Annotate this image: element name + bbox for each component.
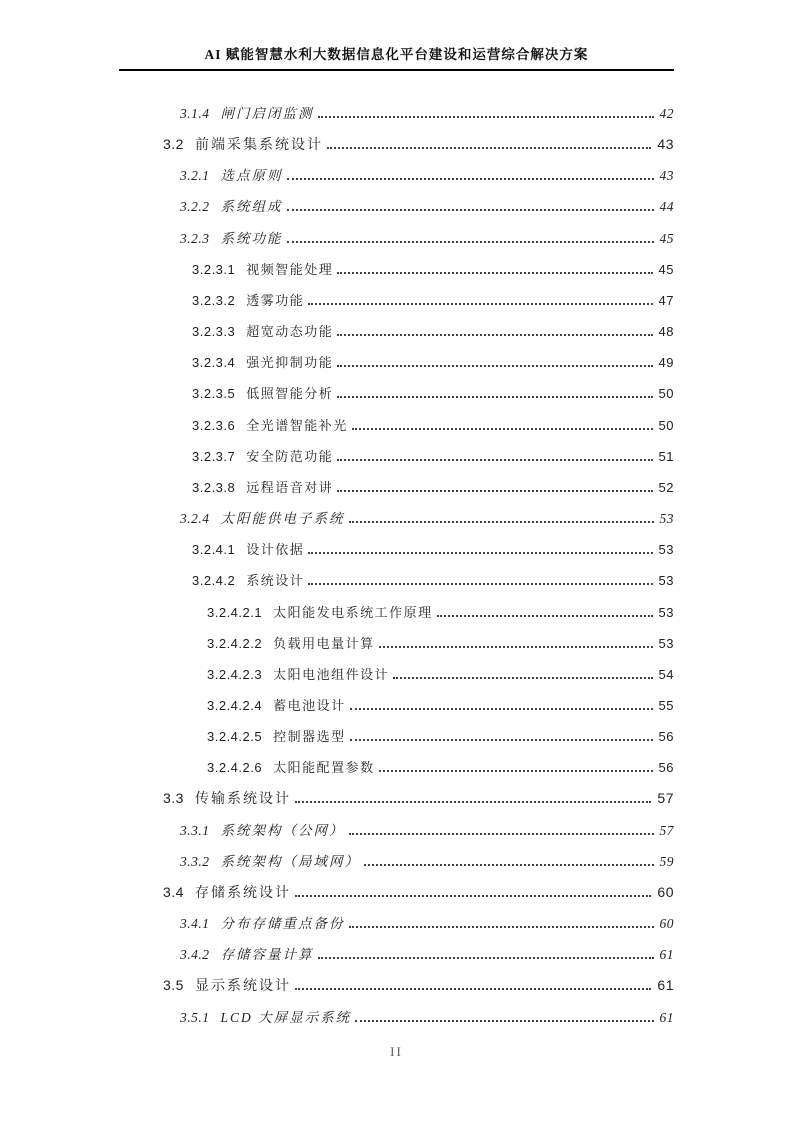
toc-entry-number: 3.2.4.2 (192, 573, 236, 589)
toc-leader-dots (295, 985, 651, 990)
toc-leader-dots (287, 206, 654, 211)
toc-leader-dots (437, 612, 653, 617)
toc-entry-page: 53 (658, 604, 674, 620)
toc-leader-dots (349, 923, 654, 928)
toc-entry[interactable] (119, 98, 674, 129)
toc-entry-number: 3.4.1 (180, 916, 210, 932)
toc-entry-title: 设计依据 (246, 542, 305, 558)
page-header (119, 46, 674, 71)
page-footer (119, 1042, 674, 1062)
toc-entry-title: 强光抑制功能 (246, 355, 334, 371)
toc-entry-number: 3.2.4.2.5 (207, 729, 263, 745)
toc-entry-number: 3.2.4.2.1 (207, 604, 263, 620)
toc-entry[interactable] (119, 254, 674, 285)
toc-entry-page: 53 (658, 573, 674, 589)
toc-leader-dots (352, 425, 653, 430)
toc-entry-title: 蓄电池设计 (273, 697, 346, 713)
toc-leader-dots (393, 674, 652, 679)
toc-leader-dots (379, 643, 653, 648)
toc-entry-page: 60 (659, 916, 674, 932)
toc-entry-page: 42 (659, 106, 674, 121)
table-of-contents (119, 98, 674, 1033)
toc-entry-number: 3.5.1 (180, 1009, 210, 1025)
toc-entry-number: 3.4 (163, 883, 184, 900)
toc-entry-title: 系统架构（公网） (220, 822, 345, 838)
toc-entry[interactable] (119, 285, 674, 316)
toc-leader-dots (364, 861, 654, 866)
toc-entry-title: 负载用电量计算 (273, 635, 375, 651)
toc-leader-dots (318, 113, 654, 118)
toc-leader-dots (350, 705, 653, 710)
toc-entry-page: 56 (658, 760, 674, 776)
toc-entry[interactable] (119, 378, 674, 409)
toc-entry-page: 59 (659, 853, 674, 869)
toc-leader-dots (337, 269, 652, 274)
toc-entry-title: 闸门启闭监测 (220, 106, 314, 121)
toc-entry-number: 3.2.2 (180, 199, 210, 215)
toc-entry-title: 存储容量计算 (220, 947, 314, 963)
toc-entry-title: 前端采集系统设计 (194, 138, 323, 154)
toc-entry-number: 3.2.4.2.6 (207, 760, 263, 776)
toc-entry-number: 3.2.4.2.3 (207, 666, 263, 682)
toc-entry-number: 3.2.3.8 (192, 479, 236, 495)
toc-leader-dots (327, 144, 651, 149)
toc-entry-title: 系统组成 (220, 199, 283, 215)
toc-entry[interactable] (119, 472, 674, 503)
toc-entry-title: 传输系统设计 (194, 792, 291, 808)
toc-entry-number: 3.2.4.2.4 (207, 697, 263, 713)
toc-entry-number: 3.2.3.6 (192, 417, 236, 433)
toc-entry-page: 44 (659, 199, 674, 215)
toc-entry-number: 3.2.3.7 (192, 448, 236, 464)
toc-entry-title: 透雾功能 (246, 292, 305, 308)
toc-entry-page: 56 (658, 729, 674, 745)
toc-entry[interactable] (119, 815, 674, 846)
toc-leader-dots (379, 767, 653, 772)
toc-leader-dots (355, 1017, 653, 1022)
toc-entry-page: 43 (657, 136, 674, 153)
toc-entry-number: 3.2.4.2.2 (207, 635, 263, 651)
toc-entry-title: LCD 大屏显示系统 (220, 1009, 352, 1025)
toc-entry-title: 安全防范功能 (246, 448, 334, 464)
toc-leader-dots (349, 518, 654, 523)
toc-entry[interactable] (119, 908, 674, 939)
toc-entry-number: 3.4.2 (180, 947, 210, 963)
toc-leader-dots (308, 580, 652, 585)
toc-leader-dots (337, 331, 652, 336)
toc-entry-number: 3.1.4 (180, 106, 210, 121)
toc-entry-number: 3.2.3.3 (192, 324, 236, 340)
toc-entry[interactable] (119, 659, 674, 690)
toc-entry[interactable] (119, 752, 674, 783)
toc-entry[interactable] (119, 565, 674, 596)
toc-entry-title: 太阳电池组件设计 (273, 666, 390, 682)
toc-entry[interactable] (119, 690, 674, 721)
toc-entry-title: 系统架构（局域网） (220, 853, 360, 869)
toc-entry-page: 53 (659, 511, 674, 527)
toc-leader-dots (349, 830, 654, 835)
toc-entry-page: 53 (658, 542, 674, 558)
toc-entry[interactable] (119, 939, 674, 970)
toc-entry-page: 57 (657, 790, 674, 807)
toc-entry-number: 3.3 (163, 790, 184, 807)
toc-entry-page: 50 (658, 417, 674, 433)
toc-entry[interactable] (119, 223, 674, 254)
toc-entry-title: 存储系统设计 (194, 885, 291, 901)
toc-leader-dots (287, 238, 654, 243)
toc-entry-title: 太阳能配置参数 (273, 760, 375, 776)
toc-entry-page: 60 (657, 883, 674, 900)
toc-entry-title: 选点原则 (220, 168, 283, 184)
header-title: AI 赋能智慧水利大数据信息化平台建设和运营综合解决方案 (204, 47, 589, 62)
toc-entry-title: 分布存储重点备份 (220, 916, 345, 932)
toc-entry-page: 57 (659, 822, 674, 838)
toc-entry-page: 43 (659, 168, 674, 184)
toc-entry-title: 太阳能供电子系统 (220, 511, 345, 527)
toc-entry-number: 3.2.3.1 (192, 261, 236, 277)
toc-entry-page: 61 (659, 1009, 674, 1025)
toc-entry[interactable] (119, 628, 674, 659)
toc-leader-dots (337, 393, 652, 398)
toc-entry-title: 系统功能 (220, 230, 283, 246)
toc-entry-page: 45 (658, 261, 674, 277)
toc-leader-dots (337, 362, 652, 367)
toc-entry[interactable] (119, 846, 674, 877)
toc-entry-page: 53 (658, 635, 674, 651)
toc-entry[interactable] (119, 441, 674, 472)
toc-entry[interactable] (119, 316, 674, 347)
toc-leader-dots (337, 456, 652, 461)
toc-leader-dots (337, 487, 652, 492)
toc-entry-title: 控制器选型 (273, 729, 346, 745)
toc-entry-page: 54 (658, 666, 674, 682)
toc-entry-title: 全光谱智能补光 (246, 417, 348, 433)
toc-entry[interactable] (119, 191, 674, 222)
toc-entry-page: 52 (658, 479, 674, 495)
toc-entry-number: 3.2.4 (180, 511, 210, 527)
toc-entry-page: 45 (659, 230, 674, 246)
toc-entry-number: 3.2 (163, 136, 184, 153)
toc-entry-number: 3.3.2 (180, 853, 210, 869)
toc-entry-page: 47 (658, 292, 674, 308)
toc-entry[interactable] (119, 877, 674, 908)
toc-entry[interactable] (119, 410, 674, 441)
toc-entry[interactable] (119, 970, 674, 1001)
toc-entry-number: 3.2.3.4 (192, 355, 236, 371)
page-number: II (390, 1043, 403, 1059)
toc-entry-number: 3.2.3 (180, 230, 210, 246)
toc-entry-page: 61 (659, 947, 674, 963)
toc-entry[interactable] (119, 721, 674, 752)
toc-leader-dots (295, 798, 651, 803)
toc-entry[interactable] (119, 597, 674, 628)
toc-leader-dots (318, 954, 654, 959)
toc-entry-number: 3.2.3.5 (192, 386, 236, 402)
toc-entry-page: 55 (658, 697, 674, 713)
toc-entry-title: 视频智能处理 (246, 261, 334, 277)
toc-entry-number: 3.5 (163, 977, 184, 994)
toc-entry[interactable] (119, 534, 674, 565)
toc-entry[interactable] (119, 1002, 674, 1033)
toc-leader-dots (350, 736, 653, 741)
toc-leader-dots (308, 549, 652, 554)
toc-entry-page: 50 (658, 386, 674, 402)
toc-entry-number: 3.2.4.1 (192, 542, 236, 558)
toc-entry-page: 61 (657, 977, 674, 994)
toc-entry-title: 太阳能发电系统工作原理 (273, 604, 433, 620)
toc-entry-page: 49 (658, 355, 674, 371)
toc-entry-number: 3.3.1 (180, 822, 210, 838)
toc-leader-dots (308, 300, 652, 305)
toc-leader-dots (295, 892, 651, 897)
toc-entry-title: 显示系统设计 (194, 979, 291, 995)
toc-entry[interactable] (119, 503, 674, 534)
toc-entry-title: 远程语音对讲 (246, 479, 334, 495)
toc-entry-number: 3.2.3.2 (192, 292, 236, 308)
toc-entry-title: 低照智能分析 (246, 386, 334, 402)
toc-entry-page: 48 (658, 324, 674, 340)
toc-entry[interactable] (119, 129, 674, 160)
toc-leader-dots (287, 175, 654, 180)
toc-entry[interactable] (119, 783, 674, 814)
toc-entry[interactable] (119, 160, 674, 191)
header-rule (119, 69, 674, 71)
toc-entry-number: 3.2.1 (180, 168, 210, 184)
toc-entry-title: 系统设计 (246, 573, 305, 589)
toc-entry-title: 超宽动态功能 (246, 324, 334, 340)
toc-entry[interactable] (119, 347, 674, 378)
toc-entry-page: 51 (658, 448, 674, 464)
